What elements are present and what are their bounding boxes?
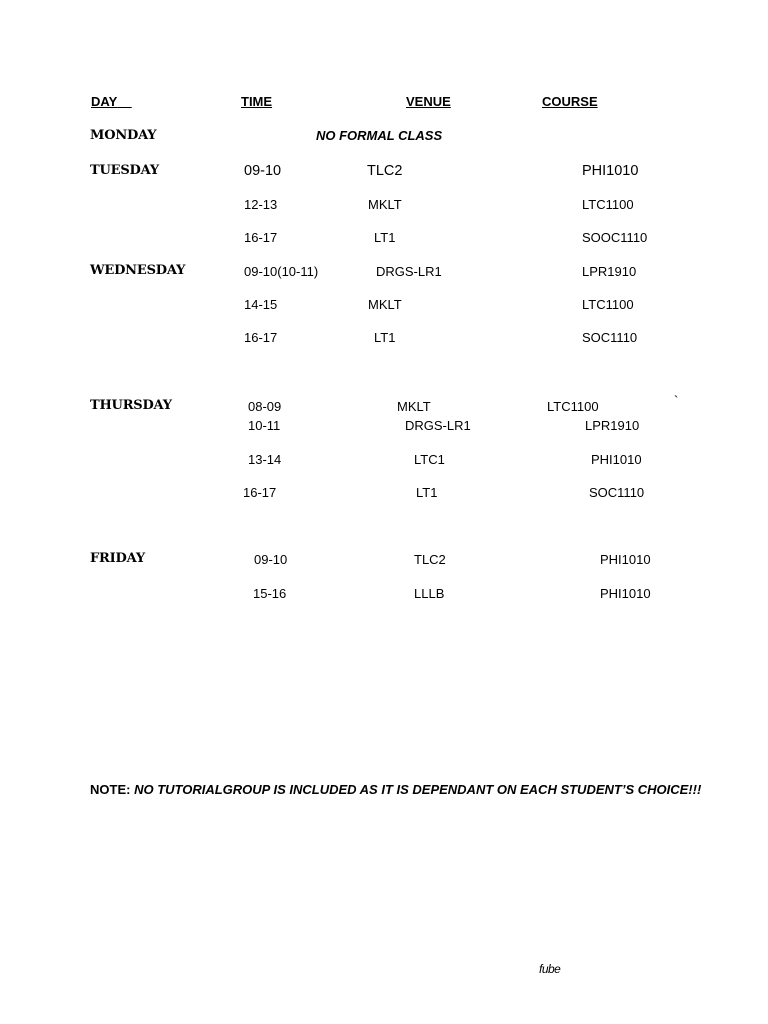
row-venue: DRGS-LR1 [405,418,471,433]
footer-note [90,783,701,796]
row-course: PHI1010 [600,586,651,601]
row-time: 09-10 [244,163,282,179]
row-course: LPR1910 [585,418,640,433]
day-wednesday: WEDNESDAY [90,263,186,278]
row-venue: TLC2 [367,163,403,179]
row-venue: LLLB [414,586,445,601]
row-course: PHI1010 [582,163,639,179]
header-day: DAY [91,94,118,109]
row-time: 16-17 [244,330,278,345]
row-venue: LT1 [374,330,396,345]
row-time: 16-17 [244,230,278,245]
row-venue: MKLT [368,297,402,312]
row-course: PHI1010 [591,452,642,467]
row-venue: TLC2 [414,552,446,567]
header-time: TIME [241,94,273,109]
row-venue: LT1 [416,485,438,500]
row-course: LTC1100 [582,197,634,212]
row-venue: DRGS-LR1 [376,264,442,279]
row-venue: LTC1 [414,452,445,467]
monday-no-class-note: NO FORMAL CLASS [316,128,443,143]
row-time: 16-17 [243,485,277,500]
row-time: 13-14 [248,452,282,467]
row-time: 10-11 [248,418,281,433]
row-course: SOC1110 [589,485,645,500]
row-venue: MKLT [397,399,431,414]
day-monday: MONDAY [90,128,157,143]
row-venue: LT1 [374,230,396,245]
row-course: SOC1110 [582,330,638,345]
stray-mark: ` [674,393,679,408]
row-time: 15-16 [253,586,287,601]
row-time: 08-09 [248,399,282,414]
day-thursday: THURSDAY [90,398,172,413]
day-tuesday: TUESDAY [90,163,159,178]
row-course: LPR1910 [582,264,637,279]
row-time: 14-15 [244,297,278,312]
header-course: COURSE [542,94,598,109]
note-text: NO TUTORIALGROUP IS INCLUDED AS IT IS DEPENDANT ON EACH STUDENT’S CHOICE!!! [134,782,702,797]
day-friday: FRIDAY [90,551,145,566]
row-course: LTC1100 [547,399,599,414]
row-venue: MKLT [368,197,402,212]
note-label: NOTE: [90,782,131,797]
header-venue: VENUE [406,94,451,109]
row-course: LTC1100 [582,297,634,312]
row-time: 09-10 [254,552,288,567]
row-course: PHI1010 [600,552,651,567]
signature: fube [539,962,561,976]
row-time: 12-13 [244,197,278,212]
row-course: SOOC1110 [582,230,648,245]
row-time: 09-10(10-11) [244,264,319,279]
